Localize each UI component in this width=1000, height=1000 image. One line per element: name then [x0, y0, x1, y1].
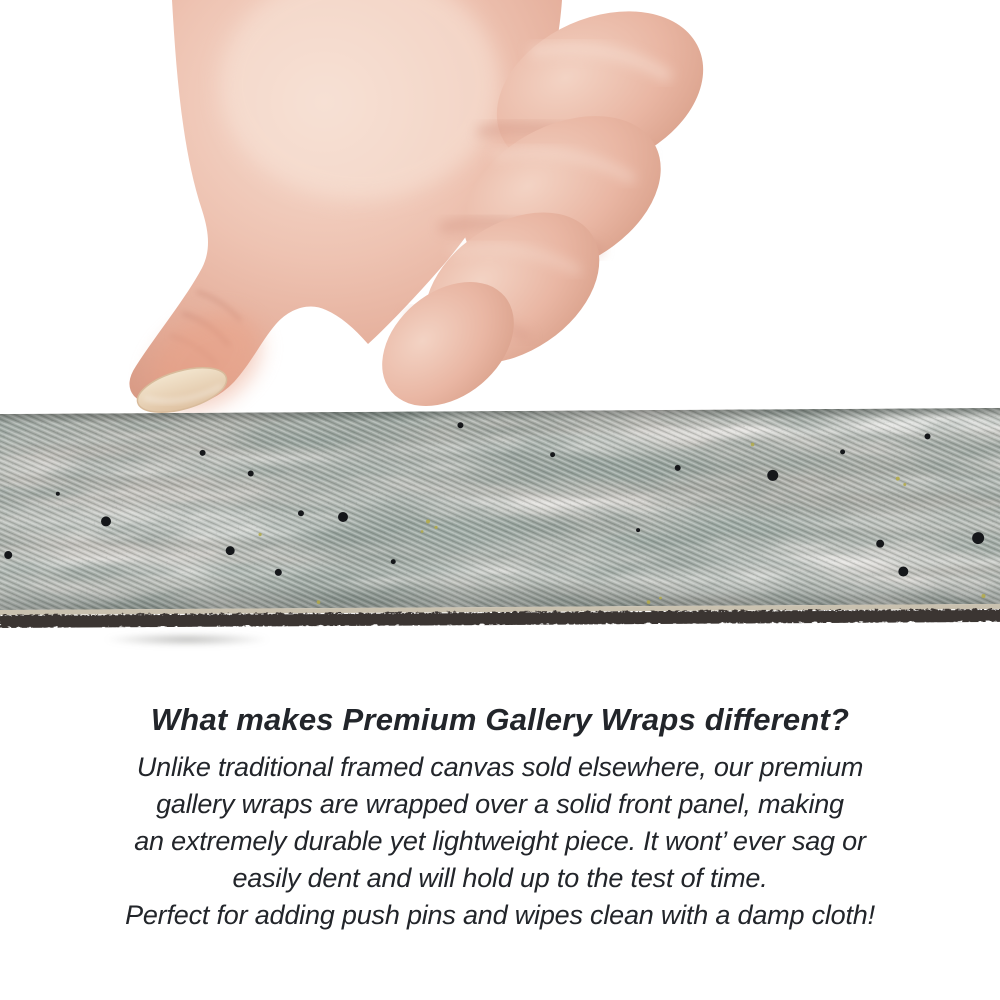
thumbnail [133, 359, 232, 420]
canvas-texture [0, 408, 1000, 628]
body-line-2: gallery wraps are wrapped over a solid front panel, making [156, 789, 844, 819]
palm-and-thumb [129, 0, 562, 409]
body-line-1: Unlike traditional framed canvas sold elsewhere, our premium [136, 752, 864, 782]
forearm-highlight [220, 0, 500, 200]
thumb-tip-shading [133, 293, 279, 420]
canvas-face [0, 408, 1000, 610]
body-line-5: Perfect for adding push pins and wipes clean with a damp cloth! [125, 900, 875, 930]
hand-pressing-thumb-image [110, 0, 710, 420]
curled-fingers [358, 0, 710, 420]
thumb-creases [172, 292, 240, 364]
body-line-3: an extremely durable yet lightweight piece. It wont’ ever sag or [134, 826, 866, 856]
body-line-4: easily dent and will hold up to the test of time. [232, 863, 768, 893]
canvas-edge-strip-image [0, 408, 1000, 628]
contact-shadow [103, 633, 271, 646]
hand-illustration [110, 0, 710, 420]
headline: What makes Premium Gallery Wraps different? [150, 702, 850, 737]
marketing-copy [0, 700, 1000, 934]
